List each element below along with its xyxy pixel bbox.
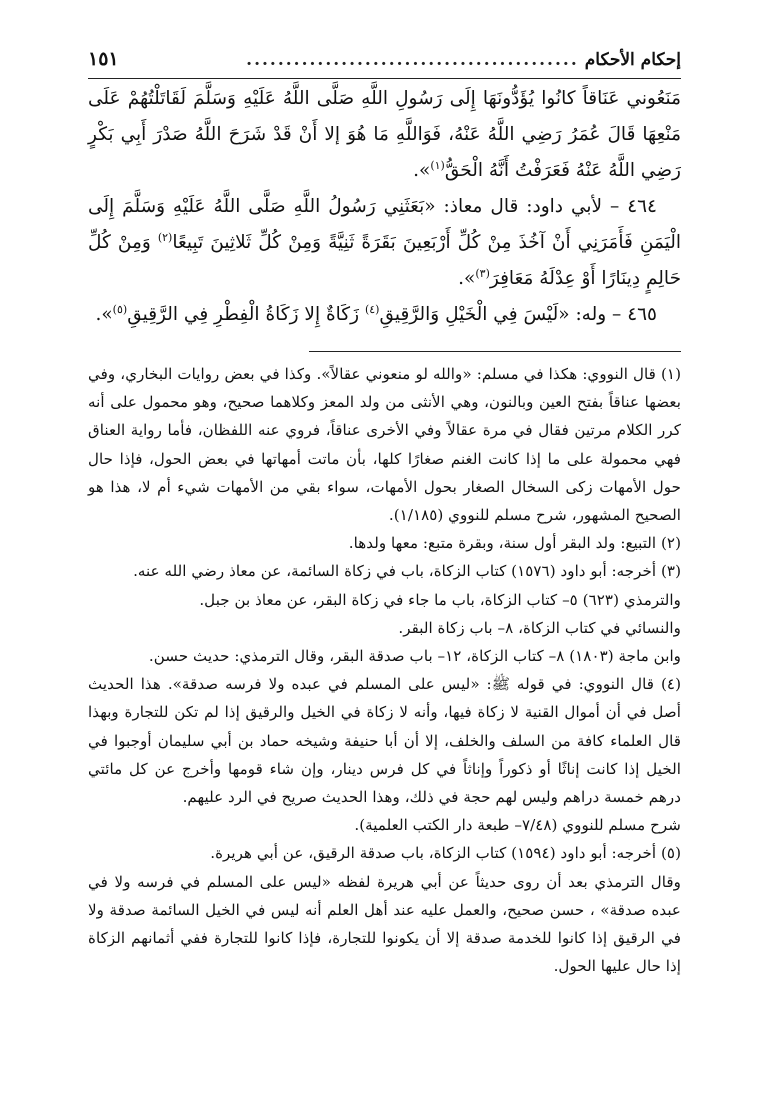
footnote-4-source: شرح مسلم للنووي (٧/٤٨– طبعة دار الكتب العلمية). — [354, 816, 681, 835]
hadith-465-text-b: زَكَاةٌ إِلا زَكَاةُ الْفِطْرِ فِي الرَّقِيقِ — [127, 304, 365, 325]
footnote-ref-5: (٥) — [112, 302, 128, 316]
hadith-464-end: ». — [458, 268, 476, 289]
book-title: إحكام الأحكام — [584, 50, 681, 70]
main-text — [88, 81, 681, 333]
hadith-465 — [88, 297, 681, 333]
hadith-464-text-b: وَمِنْ كُلِّ حَالِمٍ دِينَارًا أَوْ عِدْلَهُ مَعَافِرَ — [88, 232, 681, 289]
hadith-464-text-a: ٤٦٤ – لأبي داود: قال معاذ: «بَعَثَنِي رَسُولُ اللَّهِ صَلَّى اللَّهُ عَلَيْهِ وَسَلَّمَ إِلَى الْيَمَنِ فَأَمَرَنِي أَنْ آخُذَ مِنْ كُلِّ أَرْبَعِينَ بَقَرَةً ثَنِيَّةً وَمِنْ كُلِّ ثَلاثِينَ تَبِيعًا — [88, 196, 681, 253]
footnote-ref-3: (٣) — [475, 266, 490, 280]
footnote-5-tirmidhi: وقال الترمذي بعد أن روى حديثاً عن أبي هريرة لفظه «ليس على المسلم في فرسه ولا في عبده صدقة» ، حسن صحيح، والعمل عليه عند أهل العلم أنه ليس في الخيل السائمة صدقة ولا في الرقيق إذا كانوا للخدمة صدقة إلا أن يكونوا للتجارة، فإذا كانوا للتجارة ففي أثمانهم الزكاة إذا حال عليها الحول. — [88, 872, 681, 976]
footnote-3: (٣) أخرجه: أبو داود (١٥٧٦) كتاب الزكاة، باب في زكاة السائمة، عن معاذ رضي الله عنه. — [133, 562, 681, 581]
footnote-ref-2: (٢) — [157, 230, 173, 244]
running-header — [88, 48, 681, 79]
paragraph-1-text: مَنَعُوني عَنَاقاً كانُوا يُؤَدُّونَهَا إِلَى رَسُولِ اللَّهِ صَلَّى اللَّهُ عَلَيْهِ وَسَلَّمَ لَقَاتَلْتُهُمْ عَلَى مَنْعِهَا قَالَ عُمَرُ رَضِي اللَّهُ عَنْهُ، فَوَاللَّهِ مَا هُوَ إلا أَنْ قَدْ شَرَحَ اللَّهُ صَدْرَ أَبِي بَكْرٍ رَضِي اللَّهُ عَنْهُ فَعَرَفْتُ أَنَّهُ الْحَقُّ — [88, 88, 681, 181]
paragraph-1-end: ». — [413, 160, 431, 181]
footnote-2: (٢) التبيع: ولد البقر أول سنة، وبقرة متبع: معها ولدها. — [348, 534, 681, 553]
header-dots: .......................................... — [246, 50, 579, 70]
hadith-465-end: ». — [95, 304, 113, 325]
footnote-1: (١) قال النووي: هكذا في مسلم: «والله لو منعوني عقالاً». وكذا في بعض روايات البخاري، وفي بعضها عناقاً بفتح العين وبالنون، وهي الأنثى من ولد المعز وكلاهما صحيح، وهو محمول على أنه كرر الكلام مرتين فقال في مرة عقالاً وفي الأخرى عناقاً، فروي عنه اللفظان، فأما رواية العناق فهي محمولة على ما إذا كانت الغنم صغارًا كلها، بأن ماتت أمهاتها في بعض الحول، فإذا حال حول الأمهات زكى السخال الصغار بحول الأمهات، سواء بقي من الأمهات شيء أم لا، هذا هو الصحيح المشهور، شرح مسلم للنووي (١/١٨٥). — [88, 365, 681, 525]
page-number: ١٥١ — [88, 48, 119, 70]
main-paragraph-1 — [88, 81, 681, 189]
footnote-4: (٤) قال النووي: في قوله ﷺ: «ليس على المسلم في عبده ولا فرسه صدقة». هذا الحديث أصل في أن أموال القنية لا زكاة فيها، وأنه لا زكاة في الخيل والرقيق إذا لم تكن للتجارة وبهذا قال العلماء كافة من السلف والخلف، إلا أن أبا حنيفة وشيخه حماد بن أبي سليمان أوجبوا في الخيل إذا كانت إناثًا أو ذكوراً وإناثاً في كل فرس دينار، وإن شاء قومها وأخرج عن كل مائتي درهم خمسة دراهم وليس لهم حجة في ذلك، وهذا الحديث صريح في الرد عليهم. — [88, 675, 681, 807]
book-page — [88, 48, 681, 1088]
footnote-ref-1: (١) — [430, 158, 445, 172]
footnote-3-ibn-majah: وابن ماجة (١٨٠٣) ٨– كتاب الزكاة، ١٢– باب صدقة البقر، وقال الترمذي: حديث حسن. — [148, 647, 681, 666]
hadith-465-text-a: ٤٦٥ – وله: «لَيْسَ فِي الْخَيْلِ وَالرَّقِيقِ — [379, 304, 657, 325]
footnote-5: (٥) أخرجه: أبو داود (١٥٩٤) كتاب الزكاة، باب صدقة الرقيق، عن أبي هريرة. — [210, 844, 681, 863]
footnote-ref-4: (٤) — [364, 302, 380, 316]
footnote-3-nasai: والنسائي في كتاب الزكاة، ٨– باب زكاة البقر. — [398, 618, 681, 637]
hadith-464 — [88, 189, 681, 297]
footnote-3-tirmidhi: والترمذي (٦٢٣) ٥– كتاب الزكاة، باب ما جاء في زكاة البقر، عن معاذ بن جبل. — [199, 590, 681, 609]
footnote-separator — [309, 351, 681, 352]
footnote-separator-wrap — [88, 333, 681, 360]
footnotes — [88, 360, 681, 980]
